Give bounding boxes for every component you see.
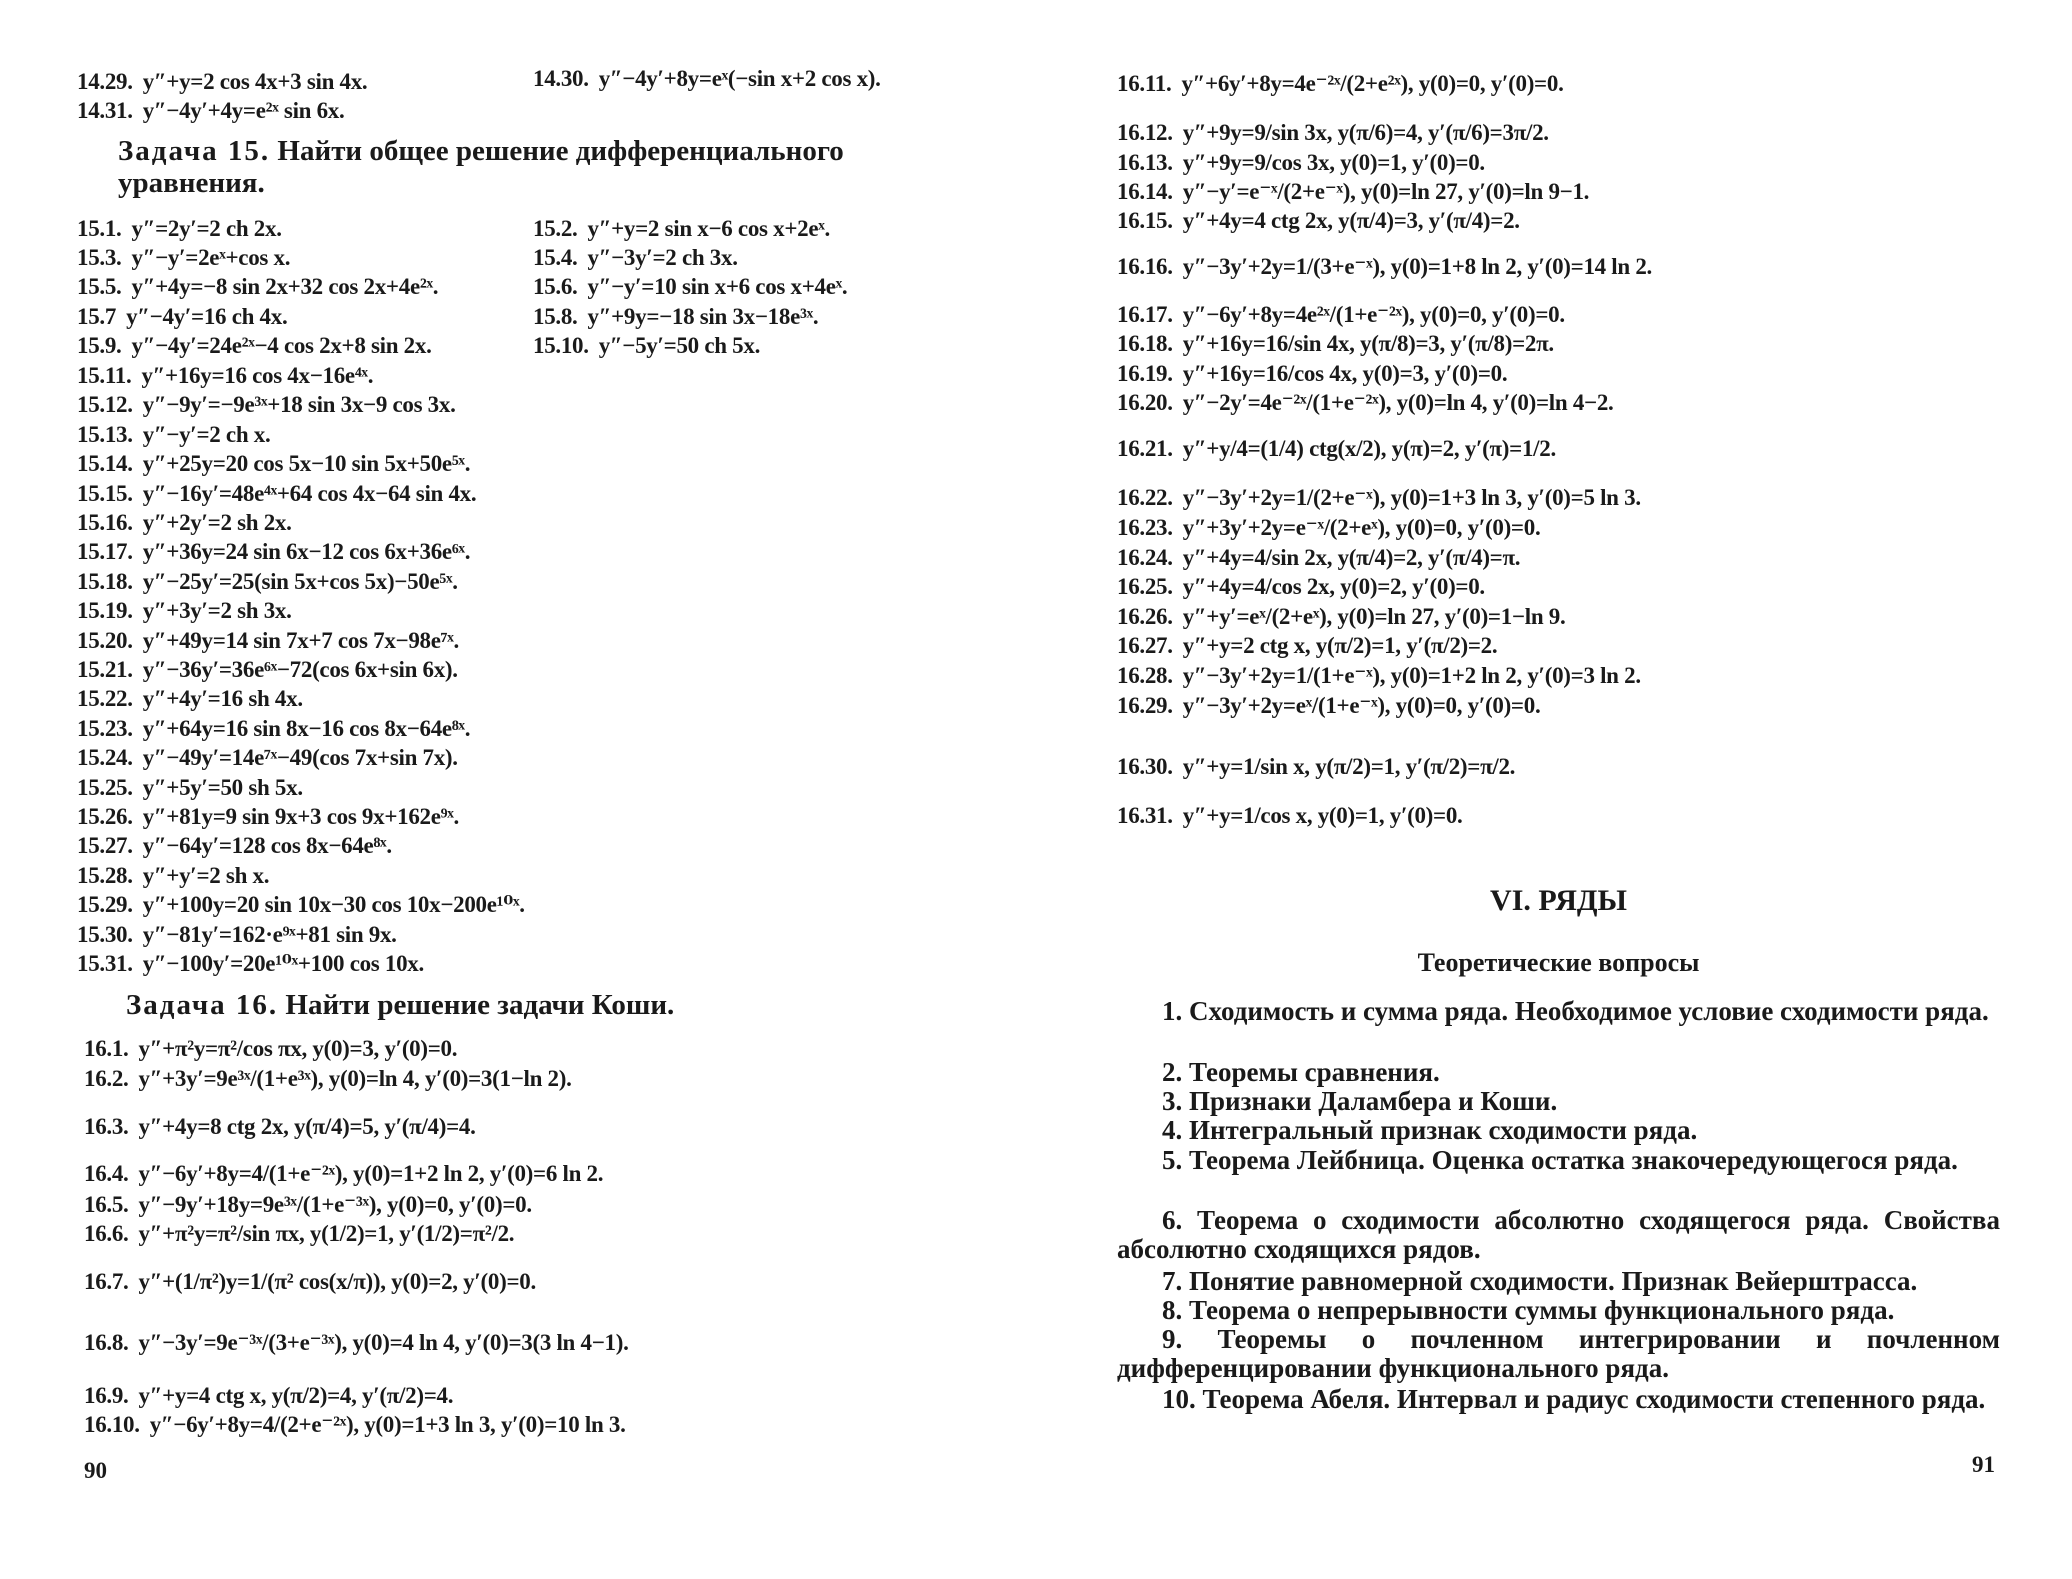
problem-number: 16.4. — [84, 1161, 129, 1186]
problem-text: y″+100y=20 sin 10x−30 cos 10x−200e¹⁰ˣ. — [142, 892, 525, 917]
problem-text: y″+3y′=2 sh 3x. — [142, 598, 292, 623]
problem-number: 16.10. — [84, 1412, 140, 1437]
problem-number: 16.11. — [1117, 71, 1172, 96]
problem-line — [77, 364, 373, 387]
problem-line — [77, 717, 470, 740]
problem-number: 15.17. — [77, 539, 133, 564]
page-number-right: 91 — [1972, 1452, 1995, 1477]
problem-text: y″+y′=eˣ/(2+eˣ), y(0)=ln 27, y′(0)=1−ln 9. — [1182, 604, 1566, 629]
problem-text: y″−4y′=16 ch 4x. — [126, 304, 288, 329]
theory-question: 4. Интегральный признак сходимости ряда. — [1162, 1115, 1698, 1145]
theory-question: 2. Теоремы сравнения. — [1162, 1057, 1440, 1087]
problem-text: y″−4y′=24e²ˣ−4 cos 2x+8 sin 2x. — [131, 333, 432, 358]
problem-number: 15.13. — [77, 422, 133, 447]
problem-line — [533, 217, 830, 240]
problem-number: 16.29. — [1117, 693, 1173, 718]
problem-number: 16.2. — [84, 1066, 129, 1091]
problem-text: y″+y/4=(1/4) ctg(x/2), y(π)=2, y′(π)=1/2. — [1182, 436, 1556, 461]
problem-line — [1117, 486, 1641, 509]
problem-line — [77, 687, 303, 710]
problem-number: 15.29. — [77, 892, 133, 917]
section-title: VI. РЯДЫ — [1490, 884, 1627, 917]
problem-text: y″−3y′=9e⁻³ˣ/(3+e⁻³ˣ), y(0)=4 ln 4, y′(0)=3(3 ln 4−1). — [138, 1330, 629, 1355]
problem-text: y″+(1/π²)y=1/(π² cos(x/π)), y(0)=2, y′(0)=0. — [138, 1269, 536, 1294]
problem-text: y″−y′=10 sin x+6 cos x+4eˣ. — [587, 274, 848, 299]
problem-text: y″+3y′=9e³ˣ/(1+e³ˣ), y(0)=ln 4, y′(0)=3(1−ln 2). — [138, 1066, 572, 1091]
problem-number: 15.28. — [77, 863, 133, 888]
problem-number: 16.5. — [84, 1192, 129, 1217]
problem-text: y″−81y′=162·e⁹ˣ+81 sin 9x. — [142, 922, 397, 947]
problem-number: 15.16. — [77, 510, 133, 535]
problem-line — [77, 275, 438, 298]
problem-text: y″+4y=−8 sin 2x+32 cos 2x+4e²ˣ. — [131, 274, 439, 299]
problem-number: 15.2. — [533, 216, 578, 241]
problem-number: 15.30. — [77, 922, 133, 947]
problem-line — [1117, 664, 1641, 687]
problem-text: y″+9y=9/sin 3x, y(π/6)=4, y′(π/6)=3π/2. — [1182, 120, 1549, 145]
problem-line — [77, 629, 459, 652]
problem-line — [84, 1413, 626, 1436]
problem-number: 16.21. — [1117, 436, 1173, 461]
problem-number: 16.23. — [1117, 515, 1173, 540]
problem-text: y″+81y=9 sin 9x+3 cos 9x+162e⁹ˣ. — [142, 804, 459, 829]
problem-text: y″−16y′=48e⁴ˣ+64 cos 4x−64 sin 4x. — [142, 481, 477, 506]
problem-text: y″+25y=20 cos 5x−10 sin 5x+50e⁵ˣ. — [142, 451, 471, 476]
problem-text: y″−5y′=50 ch 5x. — [598, 333, 761, 358]
problem-text: y″−3y′+2y=1/(2+e⁻ˣ), y(0)=1+3 ln 3, y′(0)=5 ln 3. — [1182, 485, 1641, 510]
problem-number: 15.25. — [77, 775, 133, 800]
problem-line — [533, 334, 760, 357]
problem-number: 15.8. — [533, 304, 578, 329]
problem-number: 16.22. — [1117, 485, 1173, 510]
problem-text: y″+9y=9/cos 3x, y(0)=1, y′(0)=0. — [1182, 150, 1485, 175]
problem-number: 15.21. — [77, 657, 133, 682]
problem-number: 16.20. — [1117, 390, 1173, 415]
problem-number: 16.24. — [1117, 545, 1173, 570]
problem-line — [84, 1037, 457, 1060]
problem-line — [84, 1162, 603, 1185]
problem-text: y″+6y′+8y=4e⁻²ˣ/(2+e²ˣ), y(0)=0, y′(0)=0. — [1181, 71, 1564, 96]
problem-line — [1117, 516, 1540, 539]
problem-line — [1117, 634, 1497, 657]
problem-text: y″+π²y=π²/sin πx, y(1/2)=1, y′(1/2)=π²/2. — [138, 1221, 515, 1246]
theory-question: 5. Теорема Лейбница. Оценка остатка знакочередующегося ряда. — [1162, 1145, 1958, 1175]
problem-text: y″−64y′=128 cos 8x−64e⁸ˣ. — [142, 833, 392, 858]
problem-line — [84, 1331, 629, 1354]
problem-text: y″−y′=2 ch x. — [142, 422, 271, 447]
problem-line — [1117, 804, 1462, 827]
problem-line: 14.31. y″−4y′+4y=e²ˣ sin 6x. — [77, 98, 345, 123]
problem-line — [533, 246, 738, 269]
problem-number: 16.16. — [1117, 254, 1173, 279]
theory-question: 10. Теорема Абеля. Интервал и радиус сходимости степенного ряда. — [1162, 1384, 1986, 1414]
problem-text: y″−2y′=4e⁻²ˣ/(1+e⁻²ˣ), y(0)=ln 4, y′(0)=ln 4−2. — [1182, 390, 1614, 415]
problem-text: y″−3y′+2y=1/(1+e⁻ˣ), y(0)=1+2 ln 2, y′(0)=3 ln 2. — [1182, 663, 1641, 688]
problem-line — [84, 1067, 572, 1090]
problem-number: 15.20. — [77, 628, 133, 653]
problem-line — [84, 1222, 514, 1245]
problem-line — [77, 305, 287, 328]
problem-line — [1117, 180, 1589, 203]
problem-number: 15.3. — [77, 245, 122, 270]
problem-text: y″−6y′+8y=4/(1+e⁻²ˣ), y(0)=1+2 ln 2, y′(0)=6 ln 2. — [138, 1161, 604, 1186]
problem-number: 15.4. — [533, 245, 578, 270]
theory-question: 7. Понятие равномерной сходимости. Признак Вейерштрасса. — [1162, 1266, 1918, 1296]
problem-line — [1117, 151, 1485, 174]
problem-line — [84, 1270, 536, 1293]
problem-number: 15.26. — [77, 804, 133, 829]
problem-number: 15.22. — [77, 686, 133, 711]
problem-line — [77, 658, 458, 681]
problem-line — [77, 893, 525, 916]
problem-number: 16.17. — [1117, 302, 1173, 327]
problem-text: y″−9y′=−9e³ˣ+18 sin 3x−9 cos 3x. — [142, 392, 456, 417]
problem-number: 15.14. — [77, 451, 133, 476]
problem-line — [1117, 391, 1614, 414]
problem-number: 15.15. — [77, 481, 133, 506]
problem-line — [77, 952, 424, 975]
problem-text: y″=2y′=2 ch 2x. — [131, 216, 282, 241]
problem-line — [1117, 121, 1549, 144]
page-number-left: 90 — [84, 1458, 107, 1483]
problem-text: y″+5y′=50 sh 5x. — [142, 775, 303, 800]
problem-text: y″+2y′=2 sh 2x. — [142, 510, 292, 535]
problem-text: y″+y=2 sin x−6 cos x+2eˣ. — [587, 216, 830, 241]
problem-line — [1117, 332, 1554, 355]
problem-text: y″+y=2 ctg x, y(π/2)=1, y′(π/2)=2. — [1182, 633, 1498, 658]
problem-number: 16.14. — [1117, 179, 1173, 204]
problem-line — [77, 423, 270, 446]
problem-number: 15.5. — [77, 274, 122, 299]
problem-number: 15.10. — [533, 333, 589, 358]
problem-number: 15.12. — [77, 392, 133, 417]
problem-line — [84, 1115, 476, 1138]
theory-question: 6. Теорема о сходимости абсолютно сходящегося ряда. Свойства абсолютно сходящихся рядов. — [1117, 1205, 2000, 1264]
problem-text: y″−6y′+8y=4e²ˣ/(1+e⁻²ˣ), y(0)=0, y′(0)=0. — [1182, 302, 1565, 327]
problem-text: y″+3y′+2y=e⁻ˣ/(2+eˣ), y(0)=0, y′(0)=0. — [1182, 515, 1541, 540]
problem-text: y″+16y=16 cos 4x−16e⁴ˣ. — [141, 363, 374, 388]
problem-text: y″+y=1/cos x, y(0)=1, y′(0)=0. — [1182, 803, 1463, 828]
problem-line: 14.29. y″+y=2 cos 4x+3 sin 4x. — [77, 69, 368, 94]
problem-text: y″+4y=4/cos 2x, y(0)=2, y′(0)=0. — [1182, 574, 1485, 599]
problem-line — [1117, 72, 1564, 95]
problem-number: 16.7. — [84, 1269, 129, 1294]
problem-text: y″+4y=4 ctg 2x, y(π/4)=3, y′(π/4)=2. — [1182, 208, 1520, 233]
problem-line — [77, 217, 282, 240]
problem-text: y″+y′=2 sh x. — [142, 863, 270, 888]
problem-number: 16.31. — [1117, 803, 1173, 828]
problem-number: 16.8. — [84, 1330, 129, 1355]
problem-text: y″−3y′+2y=eˣ/(1+e⁻ˣ), y(0)=0, y′(0)=0. — [1182, 693, 1541, 718]
task16-heading: Задача 16. Найти решение задачи Коши. — [126, 989, 675, 1021]
problem-line — [1117, 755, 1515, 778]
problem-line — [77, 540, 470, 563]
theory-question: 1. Сходимость и сумма ряда. Необходимое условие сходимости ряда. — [1162, 996, 1989, 1026]
problem-text: y″+64y=16 sin 8x−16 cos 8x−64e⁸ˣ. — [142, 716, 471, 741]
problem-line — [84, 1384, 453, 1407]
problem-number: 15.24. — [77, 745, 133, 770]
problem-line — [1117, 546, 1520, 569]
problem-line — [77, 776, 303, 799]
problem-number: 15.7 — [77, 304, 117, 329]
problem-line — [77, 923, 397, 946]
problem-number: 15.23. — [77, 716, 133, 741]
problem-text: y″−y′=2eˣ+cos x. — [131, 245, 291, 270]
problem-line — [77, 599, 292, 622]
problem-text: y″+49y=14 sin 7x+7 cos 7x−98e⁷ˣ. — [142, 628, 459, 653]
problem-text: y″+4y=8 ctg 2x, y(π/4)=5, y′(π/4)=4. — [138, 1114, 476, 1139]
subsection-title: Теоретические вопросы — [1417, 948, 1700, 977]
theory-question: 3. Признаки Даламбера и Коши. — [1162, 1086, 1558, 1116]
problem-line — [84, 1193, 532, 1216]
problem-number: 15.27. — [77, 833, 133, 858]
problem-line — [77, 482, 476, 505]
problem-line — [1117, 605, 1565, 628]
problem-number: 15.6. — [533, 274, 578, 299]
problem-text: y″−100y′=20e¹⁰ˣ+100 cos 10x. — [142, 951, 424, 976]
problem-number: 16.27. — [1117, 633, 1173, 658]
problem-number: 16.13. — [1117, 150, 1173, 175]
problem-text: y″+4y=4/sin 2x, y(π/4)=2, y′(π/4)=π. — [1182, 545, 1521, 570]
problem-number: 15.31. — [77, 951, 133, 976]
problem-number: 16.3. — [84, 1114, 129, 1139]
problem-text: y″+36y=24 sin 6x−12 cos 6x+36e⁶ˣ. — [142, 539, 471, 564]
problem-number: 16.25. — [1117, 574, 1173, 599]
problem-line — [533, 305, 818, 328]
problem-number: 16.1. — [84, 1036, 129, 1061]
problem-line — [1117, 362, 1507, 385]
problem-text: y″−36y′=36e⁶ˣ−72(cos 6x+sin 6x). — [142, 657, 458, 682]
problem-line — [77, 511, 292, 534]
problem-number: 16.30. — [1117, 754, 1173, 779]
problem-line — [1117, 209, 1520, 232]
problem-text: y″+y=4 ctg x, y(π/2)=4, y′(π/2)=4. — [138, 1383, 454, 1408]
problem-number: 16.12. — [1117, 120, 1173, 145]
problem-number: 16.28. — [1117, 663, 1173, 688]
problem-number: 16.15. — [1117, 208, 1173, 233]
problem-number: 15.19. — [77, 598, 133, 623]
problem-text: y″−6y′+8y=4/(2+e⁻²ˣ), y(0)=1+3 ln 3, y′(0)=10 ln 3. — [149, 1412, 626, 1437]
problem-line — [77, 452, 470, 475]
problem-line — [77, 393, 456, 416]
problem-line — [1117, 255, 1652, 278]
theory-question: 8. Теорема о непрерывности суммы функционального ряда. — [1162, 1295, 1895, 1325]
problem-line — [1117, 303, 1565, 326]
problem-text: y″+16y=16/sin 4x, y(π/8)=3, y′(π/8)=2π. — [1182, 331, 1554, 356]
problem-number: 16.9. — [84, 1383, 129, 1408]
problem-text: y″+16y=16/cos 4x, y(0)=3, y′(0)=0. — [1182, 361, 1508, 386]
problem-number: 15.11. — [77, 363, 132, 388]
problem-line — [77, 834, 392, 857]
problem-line: 14.30. y″−4y′+8y=eˣ(−sin x+2 cos x). — [533, 66, 881, 91]
problem-line — [77, 864, 269, 887]
problem-line — [77, 746, 458, 769]
problem-line — [1117, 437, 1556, 460]
problem-text: y″−3y′=2 ch 3x. — [587, 245, 738, 270]
problem-text: y″+9y=−18 sin 3x−18e³ˣ. — [587, 304, 819, 329]
problem-text: y″+y=1/sin x, y(π/2)=1, y′(π/2)=π/2. — [1182, 754, 1516, 779]
problem-text: y″−3y′+2y=1/(3+e⁻ˣ), y(0)=1+8 ln 2, y′(0)=14 ln 2. — [1182, 254, 1652, 279]
problem-line — [1117, 694, 1540, 717]
problem-number: 16.6. — [84, 1221, 129, 1246]
problem-number: 15.18. — [77, 569, 133, 594]
problem-number: 15.9. — [77, 333, 122, 358]
problem-line — [1117, 575, 1485, 598]
problem-number: 16.18. — [1117, 331, 1173, 356]
problem-line — [77, 246, 290, 269]
problem-text: y″+π²y=π²/cos πx, y(0)=3, y′(0)=0. — [138, 1036, 458, 1061]
task15-heading: Задача 15. Найти общее решение дифференциального уравнения. — [118, 135, 844, 199]
problem-text: y″−25y′=25(sin 5x+cos 5x)−50e⁵ˣ. — [142, 569, 458, 594]
problem-line — [77, 805, 459, 828]
theory-question: 9. Теоремы о почленном интегрировании и почленном дифференцировании функционального ряда. — [1117, 1324, 2000, 1383]
problem-text: y″−9y′+18y=9e³ˣ/(1+e⁻³ˣ), y(0)=0, y′(0)=0. — [138, 1192, 532, 1217]
problem-line — [77, 334, 432, 357]
problem-text: y″−y′=e⁻ˣ/(2+e⁻ˣ), y(0)=ln 27, y′(0)=ln 9−1. — [1182, 179, 1590, 204]
problem-line — [77, 570, 458, 593]
problem-text: y″+4y′=16 sh 4x. — [142, 686, 303, 711]
problem-number: 16.19. — [1117, 361, 1173, 386]
problem-number: 16.26. — [1117, 604, 1173, 629]
problem-number: 15.1. — [77, 216, 122, 241]
problem-line — [533, 275, 847, 298]
problem-text: y″−49y′=14e⁷ˣ−49(cos 7x+sin 7x). — [142, 745, 458, 770]
